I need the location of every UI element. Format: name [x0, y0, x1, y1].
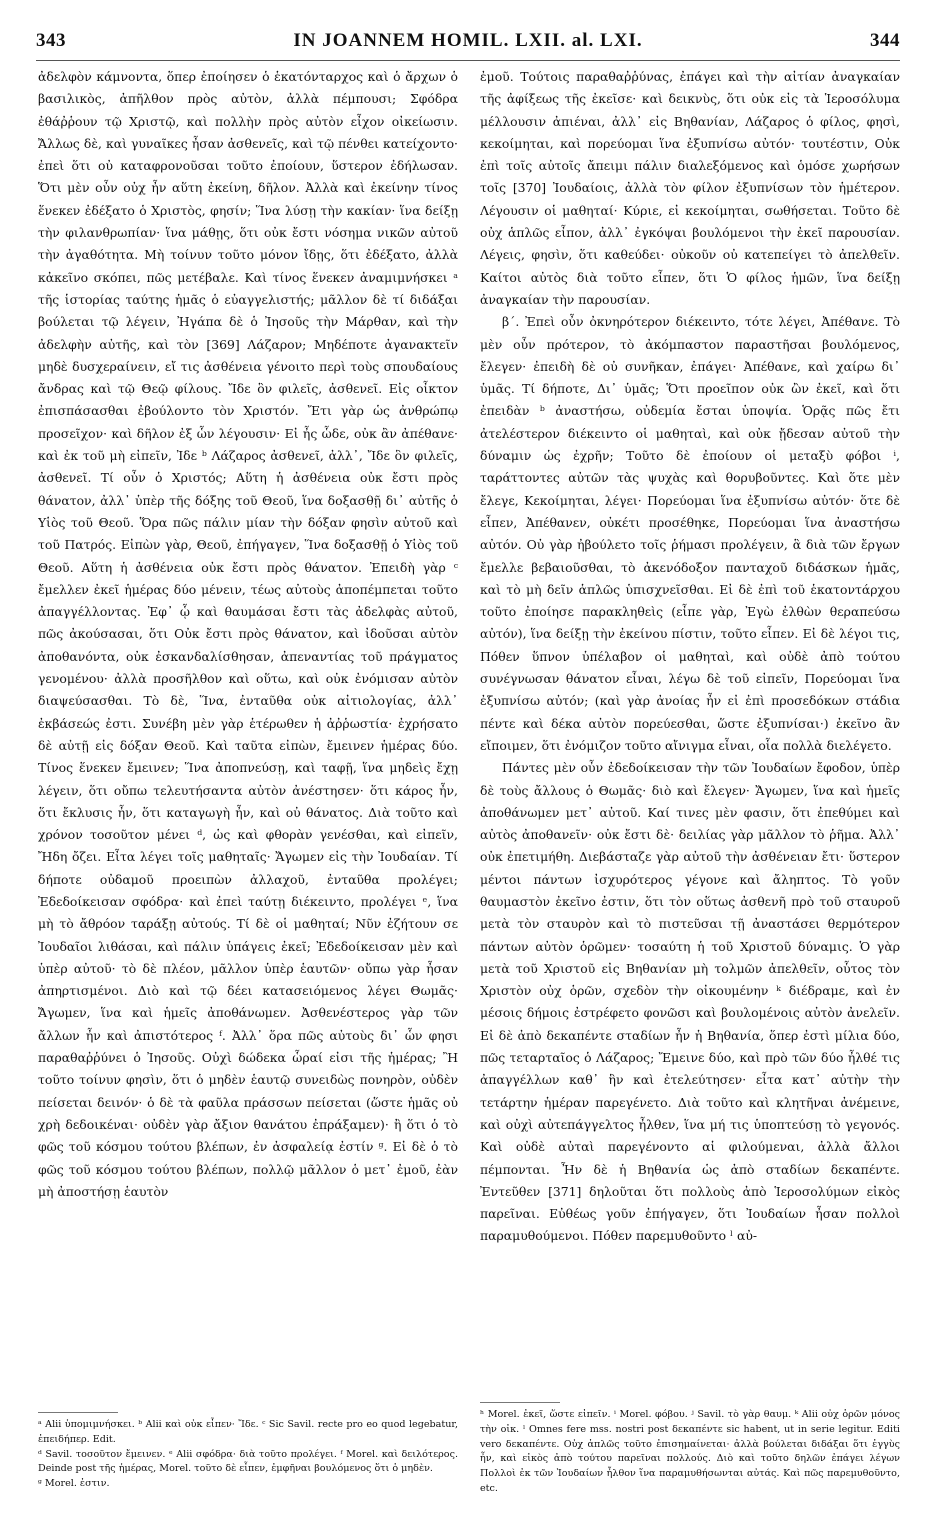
left-text-column: [38, 66, 458, 1410]
footnotes-right: [480, 1408, 900, 1497]
running-title: IN JOANNEM HOMIL. LXII. al. LXI.: [293, 30, 643, 51]
right-paragraph: Πάντες μὲν οὖν ἐδεδοίκεισαν τὴν τῶν Ἰουδαίων ἔφοδον, ὑπὲρ δὲ τοὺς ἄλλους ὁ Θωμᾶς· διὸ καὶ ἔλεγεν· Ἄγωμεν, ἵνα καὶ ἡμεῖς ἀποθάνωμεν μετ᾽ αὐτοῦ. Καί τινες μὲν φασιν, ὅτι ἐπεθύμει καὶ αὐτὸς ἀποθανεῖν· οὐκ ἔστι δὲ· δειλίας γὰρ μᾶλλον τὸ ῥῆμα. Ἀλλ᾽ οὐκ ἐπετιμήθη. Διεβάσταζε γὰρ αὐτοῦ τὴν ἀσθένειαν ἔτι· ὕστερον μέντοι πάντων ἰσχυρότερος γέγονε καὶ ἄληπτος. Τὸ γοῦν θαυμαστὸν ἐκεῖνο ἐστιν, ὅτι τὸν οὕτως ἀσθενῆ πρὸ τοῦ σταυροῦ μετὰ τὸν σταυρὸν καὶ τὸ πιστεῦσαι τῇ ἀναστάσει θερμότερον πάντων αὐτὸν ὁρῶμεν· τοσαύτη ἡ τοῦ Χριστοῦ δύναμις. Ὁ γὰρ μετὰ τοῦ Χριστοῦ εἰς Βηθανίαν μὴ τολμῶν ἀπελθεῖν, οὗτος τὸν Χριστὸν οὐχ ὁρῶν, σχεδὸν τὴν οἰκουμένην ᵏ διέδραμε, καὶ ἐν μέσοις δήμοις ἐστρέφετο φονῶσι καὶ βουλομένοις αὐτὸν ἀνελεῖν. Εἰ δὲ ἀπὸ δεκαπέντε σταδίων ἦν ἡ Βηθανία, ὅπερ ἐστὶ μίλια δύο, πῶς τεταρταῖος ὁ Λάζαρος; Ἔμεινε δύο, καὶ πρὸ τῶν δύο ἦλθέ τις ἀπαγγέλλων καθ᾽ ἣν καὶ ἐτελεύτησεν· εἶτα κατ᾽ αὐτὴν τὴν τετάρτην ἡμέραν παρεγένετο. Διὰ τοῦτο καὶ κλητῆναι ἀνέμεινε, καὶ οὐχὶ αὐτεπάγγελτος ἦλθεν, ἵνα μή τις ὑποπτεύσῃ τὸ γεγονός. Καὶ οὐδὲ αὐταὶ παρεγένοντο αἱ φιλούμεναι, ἀλλὰ ἄλλοι πέμπονται. Ἦν δὲ ἡ Βηθανία ὡς ἀπὸ σταδίων δεκαπέντε. Ἐντεῦθεν [371] δηλοῦται ὅτι πολλοὺς ἀπὸ Ἱεροσολύμων εἰκὸς παρεῖναι. Εὐθέως γοῦν ἐπήγαγεν, ὅτι Ἰουδαίων ἦσαν πολλοὶ παραμυθούμενοι. Πόθεν παρεμυθοῦντο ˡ αὐ-: [480, 760, 900, 1244]
footnotes-left: [38, 1418, 458, 1492]
footnote-rule-right: [480, 1402, 560, 1403]
right-paragraph: ἐμοῦ. Τούτοις παραθαῤῥύνας, ἐπάγει καὶ τὴν αἰτίαν ἀναγκαίαν τῆς ἀφίξεως τῆς ἐκεῖσε· καὶ δεικνὺς, ὅτι οὐκ εἰς τὰ Ἱεροσόλυμα μέλλουσιν ἀπιέναι, ἀλλ᾽ εἰς Βηθανίαν, Λάζαρος ὁ φίλος, φησὶ, κεκοίμηται, καὶ πορεύομαι ἵνα ἐξυπνίσω αὐτόν· τουτέστιν, Οὐκ ἐπὶ τοῖς αὐτοῖς ἄπειμι πάλιν διαλεξόμενος καὶ ὁμόσε χωρήσων τοῖς [370] Ἰουδαίοις, ἀλλὰ τὸν φίλον ἐξυπνίσων τὸν ἡμέτερον. Λέγουσιν οἱ μαθηταί· Κύριε, εἰ κεκοίμηται, σωθήσεται. Τοῦτο δὲ οὐχ ἁπλῶς εἶπον, ἀλλ᾽ ἐγκόψαι βουλόμενοι τὴν ἐκεῖ παρουσίαν. Λέγεις, φησὶν, ὅτι καθεύδει· οὐκοῦν οὐ κατεπείγει τὸ ἀπελθεῖν. Καίτοι αὐτὸς διὰ τοῦτο εἶπεν, ὅτι Ὁ φίλος ἡμῶν, ἵνα δείξῃ ἀναγκαίαν τὴν παρουσίαν.: [480, 69, 900, 307]
footnote-rule-left: [38, 1412, 118, 1413]
page-number-left: 343: [36, 30, 66, 51]
page-number-right: 344: [870, 30, 900, 51]
left-paragraph: ἀδελφὸν κάμνοντα, ὅπερ ἐποίησεν ὁ ἑκατόνταρχος καὶ ὁ ἄρχων ὁ βασιλικὸς, ἀπῆλθον πρὸς αὐτὸν, ἀλλὰ πέμπουσι; Σφόδρα ἐθάῤῥουν τῷ Χριστῷ, καὶ πολλὴν πρὸς αὐτὸν εἶχον οἰκείωσιν. Ἄλλως δὲ, καὶ γυναῖκες ἦσαν ἀσθενεῖς, καὶ τῷ πένθει κατείχοντο· ἐπεὶ ὅτι οὐ καταφρονοῦσαι τοῦτο ἐποίουν, ὕστερον ἐδήλωσαν. Ὅτι μὲν οὖν οὐχ ἦν αὕτη ἐκείνη, δῆλον. Ἀλλὰ καὶ ἐκείνην τίνος ἕνεκεν ἐδέξατο ὁ Χριστὸς, φησίν; Ἵνα λύσῃ τὴν κακίαν· ἵνα δείξῃ τὴν φιλανθρωπίαν· ἵνα μάθῃς, ὅτι οὐκ ἔστι νόσημα νικῶν αὐτοῦ τὴν ἀγαθότητα. Μὴ τοίνυν τοῦτο μόνον ἴδῃς, ὅτι ἐδέξατο, ἀλλὰ κἀκεῖνο σκόπει, πῶς μετέβαλε. Καὶ τίνος ἕνεκεν ἀναμιμνήσκει ᵃ τῆς ἱστορίας ταύτης ἡμᾶς ὁ εὐαγγελιστής; μᾶλλον δὲ τί διδάξαι βούλεται τῷ λέγειν, Ἠγάπα δὲ ὁ Ἰησοῦς τὴν Μάρθαν, καὶ τὴν ἀδελφὴν αὐτῆς, καὶ τὸν [369] Λάζαρον; Μηδέποτε ἀγανακτεῖν μηδὲ δυσχεραίνειν, εἴ τις ἀσθένεια γένοιτο περὶ τοὺς σπουδαίους ἄνδρας καὶ τῷ Θεῷ φίλους. Ἴδε ὃν φιλεῖς, ἀσθενεῖ. Εἰς οἶκτον ἐπισπάσασθαι ἐβούλοντο τὸν Χριστόν. Ἔτι γὰρ ὡς ἀνθρώπῳ προσεῖχον· καὶ δῆλον ἐξ ὧν λέγουσιν· Εἰ ἦς ὧδε, οὐκ ἂν ἀπέθανε· καὶ ἐκ τοῦ μὴ εἰπεῖν, Ἰδε ᵇ Λάζαρος ἀσθενεῖ, ἀλλ᾽, Ἴδε ὃν φιλεῖς, ἀσθενεῖ. Τί οὖν ὁ Χριστός; Αὕτη ἡ ἀσθένεια οὐκ ἔστι πρὸς θάνατον, ἀλλ᾽ ὑπὲρ τῆς δόξης τοῦ Θεοῦ, ἵνα δοξασθῇ δι᾽ αὐτῆς ὁ Υἱὸς τοῦ Θεοῦ. Ὅρα πῶς πάλιν μίαν τὴν δόξαν φησὶν αὐτοῦ καὶ τοῦ Πατρός. Εἰπὼν γὰρ, Θεοῦ, ἐπήγαγεν, Ἵνα δοξασθῇ ὁ Υἱὸς τοῦ Θεοῦ. Αὕτη ἡ ἀσθένεια οὐκ ἔστι πρὸς θάνατον. Ἐπειδὴ γὰρ ᶜ ἔμελλεν ἐκεῖ ἡμέρας δύο μένειν, τέως αὐτοὺς ἀποπέμπεται τοῦτο ἀπαγγέλλοντας. Ἐφ᾽ ᾧ καὶ θαυμάσαι ἔστι τὰς ἀδελφὰς αὐτοῦ, πῶς ἀκούσασαι, ὅτι Οὐκ ἔστι πρὸς θάνατον, καὶ ἰδοῦσαι αὐτὸν ἀποθανόντα, οὐκ ἐσκανδαλίσθησαν, ἀπεναντίας τοῦ πράγματος γενομένου· ἀλλὰ προσῆλθον καὶ οὕτω, καὶ οὐκ ἐνόμισαν αὐτὸν διαψεύσασθαι. Τὸ δὲ, Ἵνα, ἐνταῦθα οὐκ αἰτιολογίας, ἀλλ᾽ ἐκβάσεώς ἐστι. Συνέβη μὲν γὰρ ἑτέρωθεν ἡ ἀῤῥωστία· ἐχρήσατο δὲ αὐτῇ εἰς δόξαν Θεοῦ. Καὶ ταῦτα εἰπὼν, ἔμεινεν ἡμέρας δύο. Τίνος ἕνεκεν ἔμεινεν; Ἵνα ἀποπνεύσῃ, καὶ ταφῇ, ἵνα μηδεὶς ἔχῃ λέγειν, ὅτι οὔπω τελευτήσαντα αὐτὸν ἀνέστησεν· ὅτι κάρος ἦν, ὅτι ἔκλυσις ἦν, ὅτι καταγωγὴ ἦν, καὶ οὐ θάνατος. Διὰ τοῦτο καὶ χρόνον τοσοῦτον μένει ᵈ, ὡς καὶ φθορὰν γενέσθαι, καὶ εἰπεῖν, Ἤδη ὄζει. Εἶτα λέγει τοῖς μαθηταῖς· Ἄγωμεν εἰς τὴν Ἰουδαίαν. Τί δήποτε οὐδαμοῦ προειπὼν ἀλλαχοῦ, ἐνταῦθα προλέγει; Ἐδεδοίκεισαν σφόδρα· καὶ ἐπεὶ ταύτῃ διέκειντο, προλέγει ᵉ, ἵνα μὴ τὸ ἄθρόον ταράξῃ αὐτούς. Τί δὲ οἱ μαθηταί; Νῦν ἐζήτουν σε Ἰουδαῖοι λιθάσαι, καὶ πάλιν ὑπάγεις ἐκεῖ; Ἐδεδοίκεισαν μὲν καὶ ὑπὲρ αὐτοῦ· τὸ δὲ πλέον, μᾶλλον ὑπὲρ ἑαυτῶν· οὔπω γὰρ ἦσαν ἀπηρτισμένοι. Διὸ καὶ τῷ δέει κατασειόμενος λέγει Θωμᾶς· Ἄγωμεν, ἵνα καὶ ἡμεῖς ἀποθάνωμεν. Ἀσθενέστερος γὰρ τῶν ἄλλων ἦν καὶ ἀπιστότερος ᶠ. Ἀλλ᾽ ὅρα πῶς αὐτοὺς δι᾽ ὧν φησι παραθαῤῥύνει ὁ Ἰησοῦς. Οὐχὶ δώδεκα ὧραί εἰσι τῆς ἡμέρας; Ἢ τοῦτο τοίνυν φησὶν, ὅτι ὁ μηδὲν ἑαυτῷ συνειδὼς πονηρὸν, οὐδὲν πείσεται δεινόν· ὁ δὲ τὰ φαῦλα πράσσων πείσεται (ὥστε ἡμᾶς οὐ χρὴ δεδοικέναι· οὐδὲν γὰρ ἄξιον θανάτου ἐπράξαμεν)· ἢ ὅτι ὁ τὸ φῶς τοῦ κόσμου τούτου βλέπων, ἐν ἀσφαλείᾳ ἐστίν ᵍ. Εἰ δὲ ὁ τὸ φῶς τοῦ κόσμου τούτου βλέπων, πολλῷ μᾶλλον ὁ μετ᾽ ἐμοῦ, ἐὰν μὴ ἀποστήσῃ ἑαυτὸν: [38, 69, 458, 1199]
footnote: ʰ Morel. ἐκεῖ, ὥστε εἰπεῖν. ⁱ Morel. φόβου. ʲ Savil. τὸ γὰρ θαυμ. ᵏ Alii οὐχ ὁρῶν μόνος τὴν οἰκ. ˡ Omnes fere mss. nostri post δεκαπέντε sic habent, ut in serie legitur. Editi vero δεκαπέντε. Οὐχ ἁπλῶς τοῦτο ἐπισημαίνεται· ἀλλὰ βούλεται διδάξαι ὅτι ἐγγὺς ἦν, καὶ εἰκὸς ἀπὸ τούτου παρεῖναι πολλούς. Διὸ καὶ τοῦτο δηλῶν ἐπάγει λέγων Πολλοὶ ἐκ τῶν Ἰουδαίων ἦλθον ἵνα παραμυθήσωνται αὐτάς. Καὶ πῶς παρεμυθοῦντο, etc.: [480, 1409, 900, 1494]
footnote: ᵈ Savil. τοσοῦτον ἔμεινεν. ᵉ Alii σφόδρα· διὰ τοῦτο προλέγει. ᶠ Morel. καὶ δειλότερος. Deinde post τῆς ἡμέρας, Morel. τοῦτο δὲ εἶπεν, ἐμφῆναι βουλόμενος ὅτι ὁ μηδὲν.: [38, 1448, 458, 1475]
page-header: [36, 30, 900, 60]
right-text-column: [480, 66, 900, 1410]
right-paragraph: β΄. Ἐπεὶ οὖν ὀκνηρότερον διέκειντο, τότε λέγει, Ἀπέθανε. Τὸ μὲν οὖν πρότερον, τὸ ἀκόμπαστον παραστῆσαι βουλόμενος, ἔλεγεν· ἐπειδὴ δὲ οὐ συνῆκαν, ἐπάγει· Ἀπέθανε, καὶ χαίρω δι᾽ ὑμᾶς. Τί δήποτε, Δι᾽ ὑμᾶς; Ὅτι προεῖπον οὐκ ὢν ἐκεῖ, καὶ ὅτι ἐπειδὰν ᵇ ἀναστήσω, οὐδεμία ἔσται ὑποψία. Ὁρᾷς πῶς ἔτι ἀτελέστερον διέκειντο οἱ μαθηταὶ, καὶ οὐκ ᾔδεσαν αὐτοῦ τὴν δύναμιν ὡς ἐχρῆν; Τοῦτο δὲ ἐποίουν οἱ μεταξὺ φόβοι ⁱ, ταράττοντες αὐτῶν τὰς ψυχὰς καὶ θορυβοῦντες. Καὶ ὅτε μὲν ἔλεγε, Κεκοίμηται, λέγει· Πορεύομαι ἵνα ἐξυπνίσω αὐτόν· ὅτε δὲ εἶπεν, Ἀπέθανεν, οὐκέτι προσέθηκε, Πορεύομαι ἵνα ἀναστήσω αὐτόν. Οὐ γὰρ ἠβούλετο τοῖς ῥήμασι προλέγειν, ἃ διὰ τῶν ἔργων ἔμελλε βεβαιοῦσθαι, τὸ ἀκενόδοξον πανταχοῦ διδάσκων ἡμᾶς, καὶ τὸ μὴ δεῖν ἁπλῶς ὑπισχνεῖσθαι. Εἰ δὲ ἐπὶ τοῦ ἑκατοντάρχου τοῦτο ἐποίησε παρακληθεὶς (εἶπε γὰρ, Ἐγὼ ἐλθὼν θεραπεύσω αὐτόν), ἵνα δείξῃ τὴν ἐκείνου πίστιν, τοῦτο εἶπεν. Εἰ δὲ λέγοι τις, Πόθεν ὕπνον ὑπέλαβον οἱ μαθηταὶ, καὶ οὐδὲ ἀπὸ τούτου συνέγνωσαν θάνατον εἶναι, λέγω δὲ τοῦ εἰπεῖν, Πορεύομαι ἵνα ἐξυπνίσω αὐτόν; (καὶ γὰρ ἀνοίας ἦν εἰ ἐπὶ προσεδόκων στάδια πέντε καὶ δέκα αὐτὸν πορεύεσθαι, ὥστε ἐξυπνίσαι·) ἐκεῖνο ἂν εἴποιμεν, ὅτι ἐνόμιζον τοῦτο αἴνιγμα εἶναι, οἷα πολλὰ διελέγετο.: [480, 314, 900, 753]
footnote: ᵃ Alii ὑπομιμνήσκει. ᵇ Alii καὶ οὐκ εἶπεν· Ἴδε. ᶜ Sic Savil. recte pro eo quod legebatur, ἐπειδήπερ. Edit.: [38, 1419, 458, 1445]
header-rule: [36, 60, 900, 61]
footnote: ᵍ Morel. ἐστιν.: [38, 1478, 110, 1490]
